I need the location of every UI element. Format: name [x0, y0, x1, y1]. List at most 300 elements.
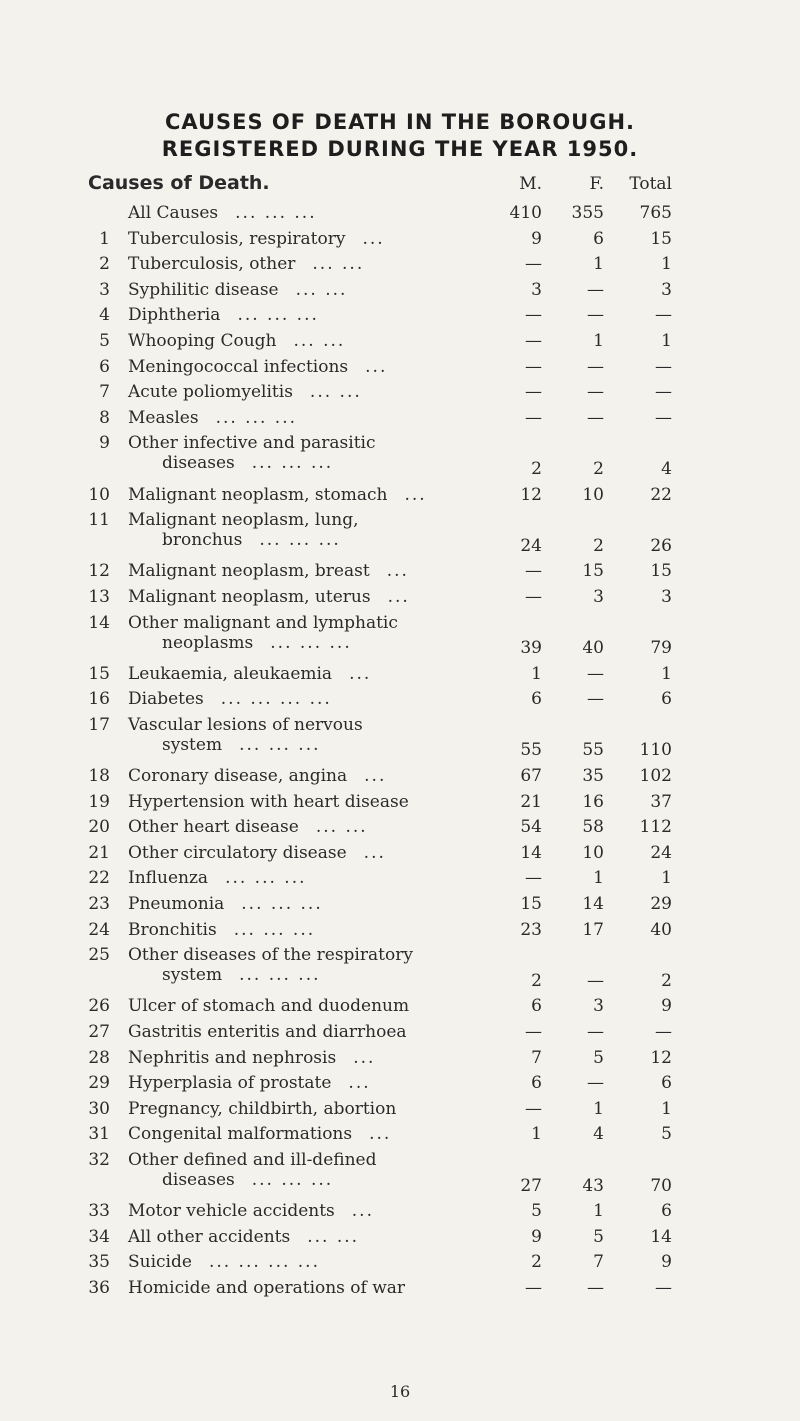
cause-label [128, 1048, 518, 1068]
female-count: — [587, 407, 604, 428]
leader-dots: ... [353, 1047, 376, 1068]
male-count: — [525, 561, 542, 582]
total-count: 1 [661, 254, 672, 275]
leader-dots: ... [364, 766, 387, 787]
male-count: — [525, 382, 542, 403]
table-row [0, 610, 800, 661]
leader-dots: ... ... ... [251, 1169, 334, 1190]
cause-label [128, 433, 518, 473]
total-count: 12 [650, 1047, 672, 1068]
male-count: 67 [520, 766, 542, 787]
leader-dots: ... ... [293, 330, 346, 351]
leader-dots: ... [386, 561, 409, 582]
cause-text-continued [128, 735, 518, 755]
female-count: 40 [582, 638, 604, 659]
male-count: 6 [531, 1073, 542, 1094]
row-number: 32 [88, 1149, 110, 1170]
table-row [0, 405, 800, 431]
female-count: 1 [593, 254, 604, 275]
causes-table [0, 200, 800, 1301]
female-count: — [587, 279, 604, 300]
male-count: — [525, 254, 542, 275]
male-count: 3 [531, 279, 542, 300]
cause-text: Other malignant and lymphatic [128, 612, 398, 633]
row-number: 10 [88, 484, 110, 505]
leader-dots: ... ... ... [233, 919, 316, 940]
cause-text: Diphtheria [128, 305, 221, 326]
total-count: 22 [650, 484, 672, 505]
total-count: 79 [650, 638, 672, 659]
leader-dots: ... [351, 1201, 374, 1222]
cause-text: Gastritis enteritis and diarrhoea [128, 1022, 407, 1042]
cause-text: Pneumonia [128, 894, 225, 915]
female-count: — [587, 1073, 604, 1094]
row-number: 5 [99, 330, 110, 351]
female-count: 1 [593, 1098, 604, 1119]
leader-dots: ... ... ... [251, 453, 334, 474]
leader-dots: ... ... ... [270, 632, 352, 653]
cause-text: Malignant neoplasm, breast [128, 561, 370, 582]
cause-label [128, 331, 518, 351]
table-row [0, 1121, 800, 1147]
row-number: 23 [88, 894, 110, 915]
male-count: 2 [531, 1252, 542, 1273]
row-number: 7 [99, 382, 110, 403]
leader-dots: ... ... ... [215, 407, 298, 428]
male-count: 1 [531, 663, 542, 684]
total-count: — [655, 356, 672, 377]
female-count: 35 [582, 766, 604, 787]
cause-label [128, 408, 518, 428]
row-number: 1 [99, 228, 110, 249]
male-count: 7 [531, 1047, 542, 1068]
leader-dots: ... ... [295, 279, 348, 300]
cause-label [128, 1252, 518, 1272]
table-row [0, 942, 800, 993]
total-count: — [655, 407, 672, 428]
female-count: — [587, 305, 604, 326]
table-row [0, 840, 800, 866]
total-count: 5 [661, 1124, 672, 1145]
female-count: 16 [582, 791, 604, 812]
leader-dots: ... [363, 842, 386, 863]
total-count: 70 [650, 1175, 672, 1196]
cause-text: Pregnancy, childbirth, abortion [128, 1098, 397, 1119]
cause-text-line2: neoplasms [162, 632, 254, 653]
female-count: — [587, 382, 604, 403]
row-number: 30 [88, 1098, 110, 1119]
total-count: 1 [661, 1098, 672, 1119]
female-count: 7 [593, 1252, 604, 1273]
leader-dots: ... ... ... [225, 868, 307, 889]
row-number: 19 [88, 791, 110, 812]
total-count: 4 [661, 458, 672, 479]
male-count: 2 [531, 458, 542, 479]
cause-text: Ulcer of stomach and duodenum [128, 996, 410, 1017]
cause-label [128, 561, 518, 581]
header-causes: Causes of Death. [88, 172, 270, 194]
table-row [0, 1096, 800, 1122]
cause-text: Motor vehicle accidents [128, 1201, 335, 1222]
male-count: — [525, 586, 542, 607]
cause-text: Malignant neoplasm, stomach [128, 484, 388, 505]
cause-label [128, 996, 518, 1016]
row-number: 8 [99, 407, 110, 428]
total-count: 6 [661, 689, 672, 710]
row-number: 28 [88, 1047, 110, 1068]
cause-label [128, 689, 518, 709]
page-subtitle: REGISTERED DURING THE YEAR 1950. [161, 137, 639, 161]
cause-label [128, 868, 518, 888]
cause-text: Tuberculosis, other [128, 254, 296, 275]
leader-dots: ... ... ... [239, 734, 321, 755]
table-row [0, 1147, 800, 1198]
cause-text: Syphilitic disease [128, 279, 279, 300]
total-count: 9 [661, 1252, 672, 1273]
row-number: 33 [88, 1201, 110, 1222]
table-row [0, 1045, 800, 1071]
row-number: 34 [88, 1226, 110, 1247]
male-count: 39 [520, 638, 542, 659]
female-count: — [587, 1022, 604, 1042]
row-number: 3 [99, 279, 110, 300]
cause-text: Other circulatory disease [128, 842, 347, 863]
cause-text: Bronchitis [128, 919, 217, 940]
leader-dots: ... [348, 1073, 371, 1094]
leader-dots: ... [349, 663, 372, 684]
cause-text-continued [128, 633, 518, 653]
cause-text: Other heart disease [128, 817, 299, 838]
leader-dots: ... [362, 228, 385, 249]
leader-dots: ... ... ... [241, 894, 323, 915]
row-number: 22 [88, 868, 110, 889]
female-count: — [587, 1277, 604, 1298]
female-count: 17 [582, 919, 604, 940]
row-number: 26 [88, 996, 110, 1017]
cause-label [128, 945, 518, 985]
male-count: 24 [520, 535, 542, 556]
cause-text: Malignant neoplasm, lung, [128, 510, 359, 531]
table-row [0, 558, 800, 584]
male-count: 21 [520, 791, 542, 812]
male-count: 6 [531, 996, 542, 1017]
cause-text: Meningococcal infections [128, 356, 349, 377]
female-count: 6 [593, 228, 604, 249]
female-count: — [587, 689, 604, 710]
male-count: 14 [520, 842, 542, 863]
table-row [0, 482, 800, 508]
total-count: — [655, 382, 672, 403]
row-number: 24 [88, 919, 110, 940]
row-number: 25 [88, 945, 110, 966]
leader-dots: ... [387, 586, 410, 607]
female-count: 4 [593, 1124, 604, 1145]
female-count: — [587, 356, 604, 377]
cause-label [128, 229, 518, 249]
leader-dots: ... ... [307, 1226, 360, 1247]
table-row [0, 763, 800, 789]
cause-text: Diabetes [128, 689, 204, 710]
header-female: F. [589, 174, 604, 194]
male-count: 1 [531, 1124, 542, 1145]
table-row [0, 1070, 800, 1096]
row-number: 18 [88, 766, 110, 787]
table-row [0, 277, 800, 303]
male-count: — [525, 1022, 542, 1042]
total-count: 1 [661, 663, 672, 684]
table-row [0, 430, 800, 481]
row-number: 16 [88, 689, 110, 710]
cause-label [128, 664, 518, 684]
male-count: 410 [509, 203, 542, 223]
male-count: — [525, 305, 542, 326]
cause-label [128, 1022, 518, 1042]
male-count: — [525, 407, 542, 428]
cause-label [128, 817, 518, 837]
total-count: 6 [661, 1201, 672, 1222]
male-count: 54 [520, 817, 542, 838]
cause-text: Hypertension with heart disease [128, 791, 409, 812]
total-count: 112 [639, 817, 672, 838]
female-count: 10 [582, 484, 604, 505]
cause-label [128, 280, 518, 300]
cause-text: Leukaemia, aleukaemia [128, 663, 333, 684]
leader-dots: ... ... [315, 817, 368, 838]
cause-text-continued [128, 1170, 518, 1190]
cause-text-continued [128, 965, 518, 985]
header-total: Total [629, 174, 672, 194]
table-row [0, 917, 800, 943]
female-count: 10 [582, 842, 604, 863]
table-header [0, 170, 800, 198]
total-count: 37 [650, 791, 672, 812]
row-number: 15 [88, 663, 110, 684]
cause-label [128, 1227, 518, 1247]
total-count: 110 [639, 740, 672, 761]
cause-text: All Causes [128, 203, 219, 223]
table-row [0, 328, 800, 354]
female-count: 3 [593, 586, 604, 607]
total-count: 102 [639, 766, 672, 787]
female-count: 55 [582, 740, 604, 761]
cause-label [128, 357, 518, 377]
leader-dots: ... [369, 1124, 392, 1145]
cause-label [128, 792, 518, 812]
female-count: 14 [582, 894, 604, 915]
cause-text-continued [128, 453, 518, 473]
row-number: 35 [88, 1252, 110, 1273]
row-number: 21 [88, 842, 110, 863]
table-row [0, 584, 800, 610]
leader-dots: ... ... ... [239, 965, 321, 986]
female-count: 3 [593, 996, 604, 1017]
page-title: CAUSES OF DEATH IN THE BOROUGH. [164, 110, 636, 134]
leader-dots: ... ... [309, 382, 362, 403]
table-row [0, 891, 800, 917]
table-row [0, 865, 800, 891]
row-number: 20 [88, 817, 110, 838]
cause-text: Homicide and operations of war [128, 1277, 406, 1298]
cause-text: Coronary disease, angina [128, 766, 348, 787]
female-count: 1 [593, 330, 604, 351]
cause-text: Congenital malformations [128, 1124, 353, 1145]
male-count: 12 [520, 484, 542, 505]
cause-label [128, 715, 518, 755]
table-row [0, 251, 800, 277]
cause-text: Malignant neoplasm, uterus [128, 586, 371, 607]
cause-text: Hyperplasia of prostate [128, 1073, 332, 1094]
leader-dots: ... [365, 356, 388, 377]
cause-text: Suicide [128, 1252, 192, 1273]
leader-dots: ... ... ... ... [220, 689, 332, 710]
cause-text-line2: bronchus [162, 530, 243, 551]
total-count: 1 [661, 868, 672, 889]
cause-label [128, 894, 518, 914]
total-count: 765 [639, 203, 672, 223]
female-count: 43 [582, 1175, 604, 1196]
table-row [0, 789, 800, 815]
total-count: 3 [661, 586, 672, 607]
female-count: 2 [593, 458, 604, 479]
male-count: 6 [531, 689, 542, 710]
table-row [0, 354, 800, 380]
cause-text: Other infective and parasitic [128, 433, 376, 454]
leader-dots: ... ... ... [235, 203, 317, 223]
cause-label [128, 254, 518, 274]
leader-dots: ... ... [312, 254, 365, 275]
cause-label [128, 1073, 518, 1093]
cause-label [128, 587, 518, 607]
female-count: — [587, 663, 604, 684]
total-count: 26 [650, 535, 672, 556]
table-row [0, 1224, 800, 1250]
total-count: 15 [650, 561, 672, 582]
table-row [0, 1198, 800, 1224]
table-row [0, 1249, 800, 1275]
table-row [0, 200, 800, 226]
row-number: 31 [88, 1124, 110, 1145]
cause-text: Influenza [128, 868, 209, 889]
table-row [0, 1019, 800, 1045]
male-count: 9 [531, 228, 542, 249]
table-row [0, 993, 800, 1019]
cause-label [128, 305, 518, 325]
table-row [0, 686, 800, 712]
cause-text: Other defined and ill-defined [128, 1149, 377, 1170]
row-number: 12 [88, 561, 110, 582]
table-row [0, 379, 800, 405]
page-number: 16 [389, 1382, 411, 1401]
row-number: 14 [88, 612, 110, 633]
cause-text-line2: system [162, 734, 223, 755]
total-count: 29 [650, 894, 672, 915]
table-row [0, 302, 800, 328]
table-row [0, 814, 800, 840]
cause-text: Tuberculosis, respiratory [128, 228, 346, 249]
row-number: 2 [99, 254, 110, 275]
female-count: 2 [593, 535, 604, 556]
cause-label [128, 382, 518, 402]
total-count: 14 [650, 1226, 672, 1247]
cause-label [128, 485, 518, 505]
cause-text-line2: diseases [162, 1169, 235, 1190]
male-count: — [525, 356, 542, 377]
cause-label [128, 1150, 518, 1190]
table-row [0, 661, 800, 687]
female-count: 5 [593, 1047, 604, 1068]
male-count: — [525, 1277, 542, 1298]
table-row [0, 712, 800, 763]
cause-label [128, 510, 518, 550]
leader-dots: ... [404, 484, 427, 505]
total-count: 40 [650, 919, 672, 940]
cause-text-line2: diseases [162, 453, 235, 474]
row-number: 27 [88, 1022, 110, 1042]
total-count: — [655, 305, 672, 326]
row-number: 36 [88, 1277, 110, 1298]
table-row [0, 1275, 800, 1301]
leader-dots: ... ... ... [237, 305, 319, 326]
total-count: 9 [661, 996, 672, 1017]
female-count: 1 [593, 1201, 604, 1222]
cause-label [128, 1278, 518, 1298]
total-count: 3 [661, 279, 672, 300]
total-count: 15 [650, 228, 672, 249]
cause-text: Vascular lesions of nervous [128, 714, 363, 735]
cause-label [128, 843, 518, 863]
cause-label [128, 203, 518, 223]
cause-label [128, 1099, 518, 1119]
male-count: 15 [520, 894, 542, 915]
leader-dots: ... ... ... [259, 530, 341, 551]
female-count: — [587, 970, 604, 991]
total-count: 1 [661, 330, 672, 351]
male-count: 9 [531, 1226, 542, 1247]
cause-label [128, 766, 518, 786]
cause-label [128, 1201, 518, 1221]
row-number: 13 [88, 586, 110, 607]
cause-text: Other diseases of the respiratory [128, 945, 413, 966]
female-count: 355 [571, 203, 604, 223]
male-count: 27 [520, 1175, 542, 1196]
total-count: 2 [661, 970, 672, 991]
cause-text: Whooping Cough [128, 330, 277, 351]
header-male: M. [519, 174, 542, 194]
female-count: 15 [582, 561, 604, 582]
cause-label [128, 613, 518, 653]
total-count: 24 [650, 842, 672, 863]
cause-text: All other accidents [128, 1226, 291, 1247]
cause-label [128, 1124, 518, 1144]
total-count: — [655, 1277, 672, 1298]
male-count: — [525, 330, 542, 351]
row-number: 29 [88, 1073, 110, 1094]
cause-text-line2: system [162, 965, 223, 986]
male-count: 2 [531, 970, 542, 991]
leader-dots: ... ... ... ... [208, 1252, 320, 1273]
row-number: 11 [88, 510, 110, 531]
cause-text-continued [128, 530, 518, 550]
row-number: 6 [99, 356, 110, 377]
table-row [0, 507, 800, 558]
male-count: 55 [520, 740, 542, 761]
female-count: 1 [593, 868, 604, 889]
cause-text: Acute poliomyelitis [128, 382, 293, 403]
male-count: — [525, 868, 542, 889]
female-count: 58 [582, 817, 604, 838]
cause-label [128, 920, 518, 940]
total-count: 6 [661, 1073, 672, 1094]
